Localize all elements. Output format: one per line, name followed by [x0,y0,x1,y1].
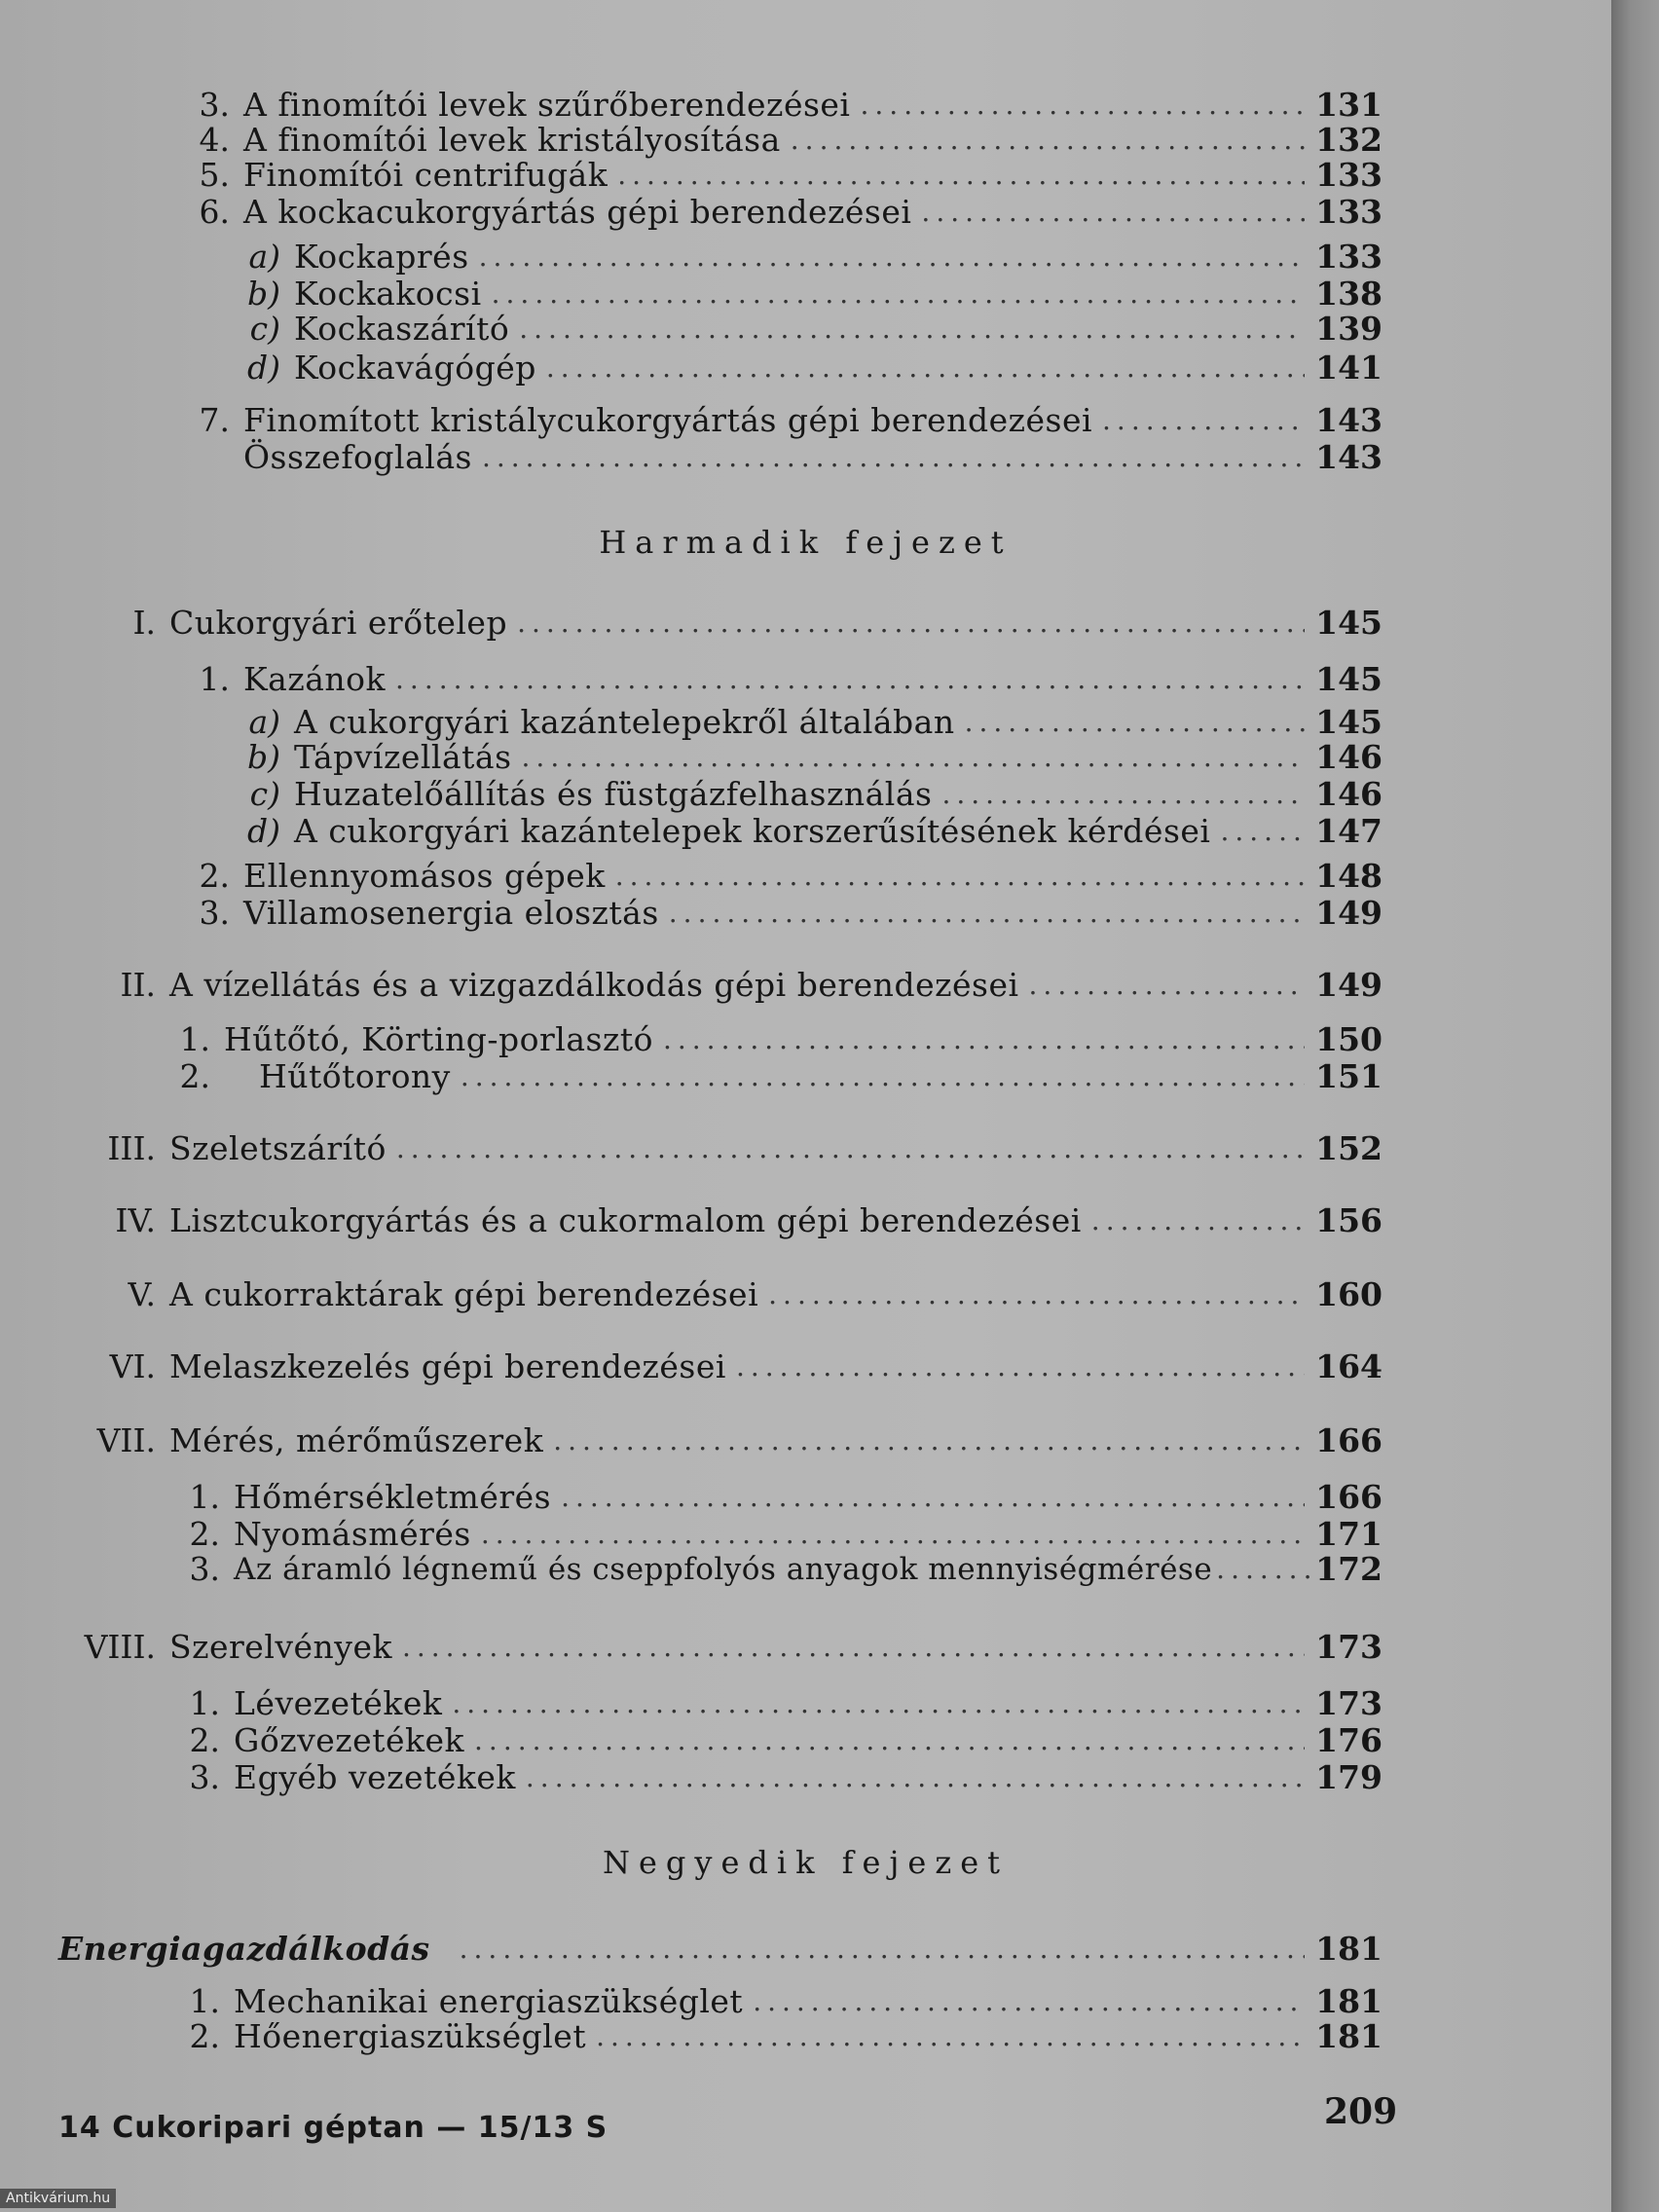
toc-number: 1. [189,1478,220,1516]
toc-entry [166,1721,1382,1760]
toc-title: A finomítói levek kristályosítása [243,121,781,159]
leader-dots [736,1347,1305,1386]
toc-entry [166,1478,1382,1517]
toc-entry [58,1930,1382,1969]
leader-dots [1091,1201,1305,1240]
toc-page: 131 [1315,86,1382,124]
toc-page: 147 [1315,812,1382,850]
toc-page: 181 [1315,1982,1382,2020]
toc-entry [156,1057,1382,1096]
toc-title: A finomítói levek szűrőberendezései [243,86,851,124]
toc-letter: d) [247,349,280,387]
toc-page: 141 [1315,349,1382,387]
toc-title: Szeletszárító [169,1129,387,1167]
toc-number: V. [128,1275,156,1313]
leader-dots [492,275,1305,313]
leader-dots [615,857,1305,896]
toc-title: Gőzvezetékek [234,1721,465,1759]
toc-title: Az áramló légnemű és cseppfolyós anyagok mennyiségmérése [234,1552,1213,1587]
leader-dots [753,1982,1305,2021]
leader-dots [768,1275,1305,1314]
leader-dots [481,1515,1305,1554]
leader-dots [861,86,1306,125]
toc-title: A cukorraktárak gépi berendezései [169,1275,759,1313]
toc-page: 156 [1315,1201,1382,1239]
toc-letter: a) [248,238,280,276]
leader-dots [669,894,1305,933]
toc-letter: c) [249,775,280,813]
toc-page: 181 [1315,1930,1382,1968]
toc-title: Kockaprés [294,238,469,276]
toc-entry [78,1201,1382,1240]
toc-page: 164 [1315,1347,1382,1385]
toc-title: Lévezetékek [234,1684,443,1722]
toc-number: 5. [199,156,230,194]
leader-dots [561,1478,1305,1517]
toc-entry [230,812,1382,851]
toc-page: 172 [1315,1550,1382,1588]
toc-title: Cukorgyári erőtelep [169,604,508,642]
toc-entry [175,660,1382,699]
toc-number: 2. [189,1721,220,1759]
leader-dots [474,1721,1305,1760]
toc-title: A kockacukorgyártás gépi berendezései [243,193,912,231]
toc-page: 151 [1315,1057,1382,1095]
toc-entry [175,156,1382,195]
toc-page: 173 [1315,1628,1382,1666]
toc-title: Finomított kristálycukorgyártás gépi berendezései [243,401,1093,439]
toc-page: 176 [1315,1721,1382,1759]
toc-number: 1. [189,1982,220,2020]
leader-dots [1220,812,1305,851]
toc-page: 133 [1315,238,1382,276]
leader-dots [402,1628,1305,1667]
toc-title: Hűtőtó, Körting-porlasztó [224,1020,653,1058]
toc-entry [55,1628,1382,1667]
toc-title: Kockavágógép [294,349,536,387]
toc-title: Hűtőtorony [259,1057,451,1095]
toc-entry [166,1758,1382,1797]
toc-page: 173 [1315,1684,1382,1722]
toc-number: 4. [199,121,230,159]
toc-page: 181 [1315,2017,1382,2055]
toc-entry [156,1020,1382,1059]
toc-number: 3. [189,1550,220,1588]
toc-title: Melaszkezelés gépi berendezései [169,1347,726,1385]
leader-dots [519,310,1305,349]
toc-title: A cukorgyári kazántelepek korszerűsítésének kérdései [294,812,1211,850]
toc-page: 179 [1315,1758,1382,1796]
toc-entry [230,775,1382,814]
toc-page: 149 [1315,894,1382,932]
toc-number: 3. [189,1758,220,1796]
toc-title: Hőenergiaszükséglet [234,2017,587,2055]
toc-page: 145 [1315,660,1382,698]
toc-title: Mérés, mérőműszerek [169,1421,544,1459]
toc-page: 145 [1315,703,1382,741]
toc-page: 146 [1315,775,1382,813]
toc-entry [230,275,1382,313]
leader-dots [522,738,1305,777]
toc-letter: c) [249,310,280,348]
toc-letter: b) [247,738,280,776]
toc-entry [78,966,1382,1005]
toc-number: 2. [189,2017,220,2055]
toc-title: Kockaszárító [294,310,510,348]
toc-number: VI. [109,1347,156,1385]
toc-page: 152 [1315,1129,1382,1167]
toc-number: III. [107,1129,156,1167]
toc-title: Hőmérsékletmérés [234,1478,552,1516]
leader-dots [517,604,1305,643]
toc-entry [230,349,1382,387]
toc-entry [166,1684,1382,1723]
printer-signature: 14 Cukoripari géptan — 15/13 S [58,2111,608,2145]
leader-dots [553,1421,1305,1460]
toc-number: VIII. [84,1628,156,1666]
toc-number: 1. [199,660,230,698]
leader-dots [395,660,1305,699]
page-edge-shadow [1611,0,1659,2212]
toc-number: 1. [189,1684,220,1722]
leader-dots [461,1057,1305,1096]
toc-page: 160 [1315,1275,1382,1313]
leader-dots [452,1684,1305,1723]
toc-page: 133 [1315,156,1382,194]
toc-page: 149 [1315,966,1382,1004]
toc-title: Ellennyomásos gépek [243,857,606,895]
toc-entry [175,121,1382,160]
toc-entry [175,193,1382,232]
toc-title: A cukorgyári kazántelepekről általában [294,703,955,741]
toc-number: 2. [199,857,230,895]
toc-title: Egyéb vezetékek [234,1758,516,1796]
toc-letter: b) [247,275,280,313]
toc-title: Kazánok [243,660,387,698]
toc-number: 6. [199,193,230,231]
toc-entry [230,738,1382,777]
toc-title: Mechanikai energiaszükséglet [234,1982,744,2020]
toc-title: Összefoglalás [243,438,472,476]
toc-page: 148 [1315,857,1382,895]
toc-entry [175,438,1382,477]
toc-page: 133 [1315,193,1382,231]
leader-dots [479,238,1305,276]
page-number: 209 [1324,2091,1398,2132]
toc-entry [166,2017,1382,2056]
toc-entry [175,86,1382,125]
toc-letter: a) [248,703,280,741]
toc-title: A vízellátás és a vizgazdálkodás gépi berendezései [169,966,1019,1004]
toc-title: Huzatelőállítás és füstgázfelhasználás [294,775,933,813]
toc-number: 7. [199,401,230,439]
toc-page: 145 [1315,604,1382,642]
toc-page: 150 [1315,1020,1382,1058]
toc-entry [175,401,1382,440]
toc-page: 166 [1315,1421,1382,1459]
toc-number: 2. [179,1057,210,1095]
toc-page: 139 [1315,310,1382,348]
toc-entry [230,703,1382,742]
toc-page: 146 [1315,738,1382,776]
toc-title: Energiagazdálkodás [58,1930,430,1968]
toc-title: Nyomásmérés [234,1515,471,1553]
toc-title: Szerelvények [169,1628,392,1666]
toc-entry [175,894,1382,933]
toc-entry [230,238,1382,276]
toc-page: 132 [1315,121,1382,159]
toc-entry [166,1982,1382,2021]
toc-entry [166,1550,1382,1589]
leader-dots [941,775,1305,814]
toc-title: Kockakocsi [294,275,482,313]
chapter-heading: Negyedik fejezet [602,1844,1009,1881]
toc-entry [78,604,1382,643]
toc-number: II. [120,966,156,1004]
toc-entry [78,1347,1382,1386]
leader-dots [791,121,1305,160]
leader-dots [546,349,1305,387]
chapter-heading: Harmadik fejezet [599,524,1013,561]
leader-dots [526,1758,1305,1797]
toc-entry [78,1275,1382,1314]
toc-page: 138 [1315,275,1382,313]
toc-title: Lisztcukorgyártás és a cukormalom gépi berendezései [169,1201,1082,1239]
leader-dots [1102,401,1305,440]
leader-dots [663,1020,1305,1059]
leader-dots [396,1129,1305,1168]
toc-entry [166,1515,1382,1554]
leader-dots [921,193,1305,232]
toc-entry [175,857,1382,896]
leader-dots [965,703,1305,742]
toc-number: 1. [179,1020,210,1058]
toc-entry [78,1129,1382,1168]
toc-page: 143 [1315,438,1382,476]
toc-entry [78,1421,1382,1460]
toc-title: Finomítói centrifugák [243,156,608,194]
leader-dots [1216,1550,1310,1589]
toc-number: 3. [199,86,230,124]
toc-number: VII. [96,1421,156,1459]
toc-number: 2. [189,1515,220,1553]
toc-entry [230,310,1382,349]
toc-page: 143 [1315,401,1382,439]
toc-title: Tápvízellátás [294,738,512,776]
toc-letter: d) [247,812,280,850]
toc-title: Villamosenergia elosztás [243,894,659,932]
leader-dots [596,2017,1305,2056]
watermark: Antikvárium.hu [0,2189,116,2208]
toc-page: 166 [1315,1478,1382,1516]
leader-dots [617,156,1305,195]
toc-page: 171 [1315,1515,1382,1553]
leader-dots [460,1930,1305,1969]
leader-dots [1029,966,1305,1005]
leader-dots [482,438,1305,477]
toc-number: I. [132,604,156,642]
toc-number: IV. [115,1201,156,1239]
toc-number: 3. [199,894,230,932]
